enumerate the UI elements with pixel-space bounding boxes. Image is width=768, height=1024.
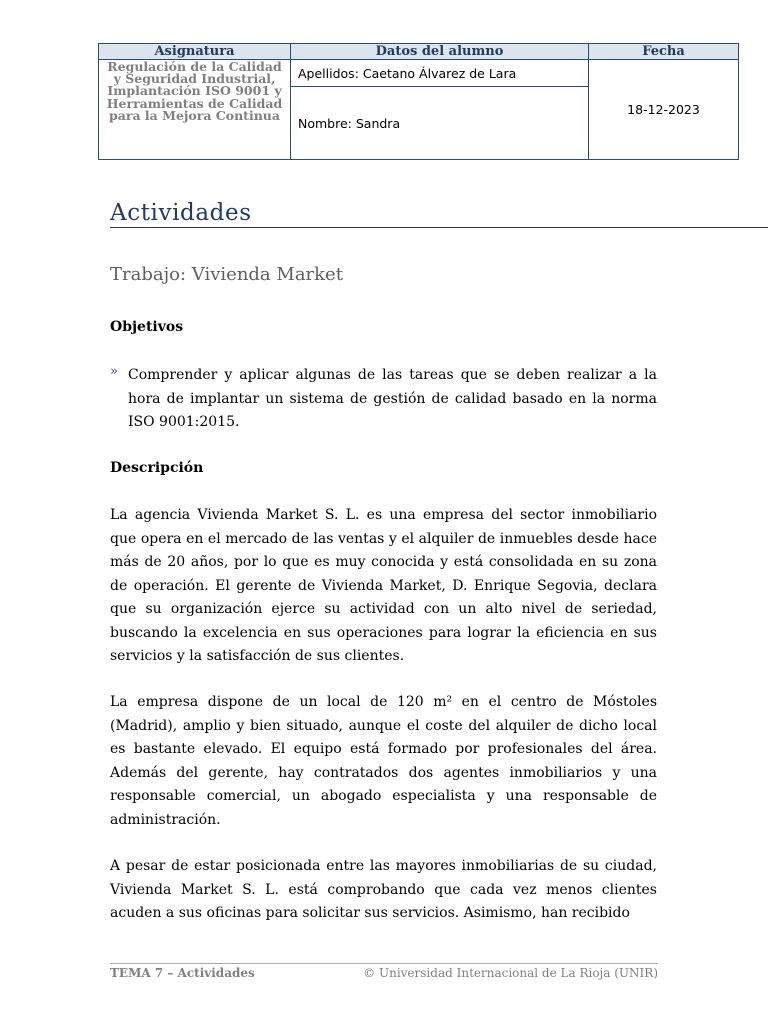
description-paragraph-2: La empresa dispone de un local de 120 m² en el centro de Móstoles (Madrid), amplio y bien situado, aunque el coste del alquiler de dicho local es bastante elevado. El equipo está formado por profesionales del área. Además del gerente, hay contratados dos agentes inmobiliarios y una responsable comercial, un abogado especialista y una responsable de administración. xyxy=(110,694,657,828)
objective-item: Comprender y aplicar algunas de las tareas que se deben realizar a la hora de implantar un sistema de gestión de calidad basado en la norma ISO 9001:2015. xyxy=(128,367,657,430)
subject-name: Regulación de la Calidad y Seguridad Industrial, Implantación ISO 9001 y Herramientas de Calidad para la Mejora Continua xyxy=(99,60,291,160)
bullet-marker-icon: » xyxy=(110,364,118,379)
description-paragraph-3: A pesar de estar posicionada entre las mayores inmobiliarias de su ciudad, Vivienda Market S. L. está comprobando que cada vez menos clientes acuden a sus oficinas para solicitar sus servicios. Asimismo, han recibido xyxy=(110,858,657,921)
page-subtitle: Trabajo: Vivienda Market xyxy=(110,264,343,285)
footer-divider xyxy=(110,963,658,964)
footer-copyright: © Universidad Internacional de La Rioja (UNIR) xyxy=(363,966,658,980)
objectives-heading: Objetivos xyxy=(110,319,184,335)
footer-topic: TEMA 7 – Actividades xyxy=(110,966,255,980)
document-date: 18-12-2023 xyxy=(589,60,739,160)
description-paragraph-1: La agencia Vivienda Market S. L. es una empresa del sector inmobiliario que opera en el mercado de las ventas y el alquiler de inmuebles desde hace más de 20 años, por lo que es muy conocida y está consolidada en su zona de operación. El gerente de Vivienda Market, D. Enrique Segovia, declara que su organización ejerce su actividad con un alto nivel de seriedad, buscando la excelencia en sus operaciones para lograr la eficiencia en sus servicios y la satisfacción de sus clientes. xyxy=(110,507,657,664)
description-heading: Descripción xyxy=(110,460,204,476)
title-divider xyxy=(110,227,768,228)
student-surname: Apellidos: Caetano Álvarez de Lara xyxy=(291,60,589,87)
page-title: Actividades xyxy=(110,200,252,226)
student-name: Nombre: Sandra xyxy=(291,87,589,160)
header-table xyxy=(98,43,739,160)
student-column-header: Datos del alumno xyxy=(291,44,589,60)
subject-column-header: Asignatura xyxy=(99,44,291,60)
date-column-header: Fecha xyxy=(589,44,739,60)
